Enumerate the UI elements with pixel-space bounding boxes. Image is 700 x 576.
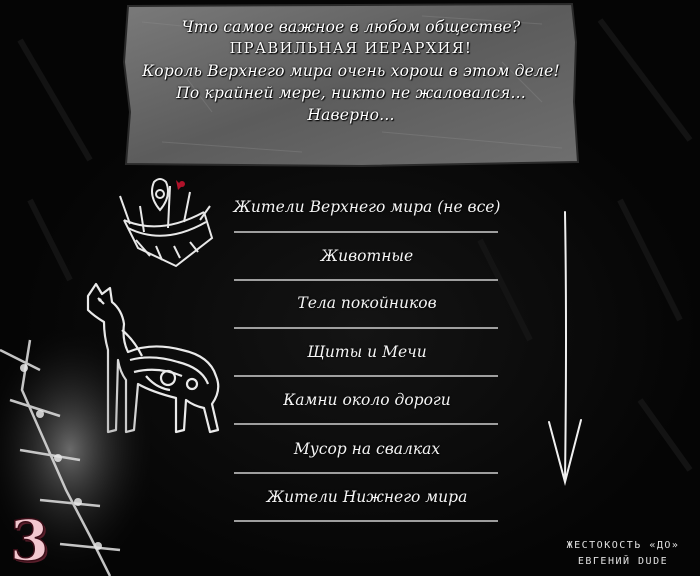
tier-7: Жители Нижнего мира	[266, 488, 468, 506]
intro-line-4: По крайней мере, никто не жаловался...	[176, 84, 526, 102]
tier-5: Камни около дороги	[283, 391, 451, 409]
intro-line-5: Наверно...	[307, 106, 395, 124]
tier-divider	[234, 278, 498, 282]
tier-divider	[234, 471, 498, 475]
author-name: ЕВГЕНИЙ DUDE	[577, 556, 669, 567]
intro-line-1: Что самое важное в любом обществе?	[181, 18, 521, 36]
tier-4: Щиты и Мечи	[307, 343, 427, 361]
tier-2: Животные	[320, 247, 414, 265]
tier-1: Жители Верхнего мира (не все)	[233, 198, 501, 216]
crown-icon	[110, 176, 220, 272]
tier-divider	[234, 230, 498, 234]
intro-text	[122, 16, 580, 126]
tier-divider	[234, 422, 498, 426]
intro-line-3: Король Верхнего мира очень хорош в этом деле!	[142, 62, 560, 80]
tier-divider	[234, 326, 498, 330]
intro-panel	[122, 2, 580, 168]
comic-title: ЖЕСТОКОСТЬ «ДО»	[566, 540, 680, 551]
down-arrow-icon	[545, 208, 585, 488]
tier-3: Тела покойников	[297, 294, 437, 312]
intro-line-2: ПРАВИЛЬНАЯ ИЕРАРХИЯ!	[229, 41, 473, 57]
tier-divider	[234, 374, 498, 378]
tier-6: Мусор на свалках	[293, 440, 441, 458]
page-number: 3	[10, 508, 49, 574]
tier-divider	[234, 519, 498, 523]
